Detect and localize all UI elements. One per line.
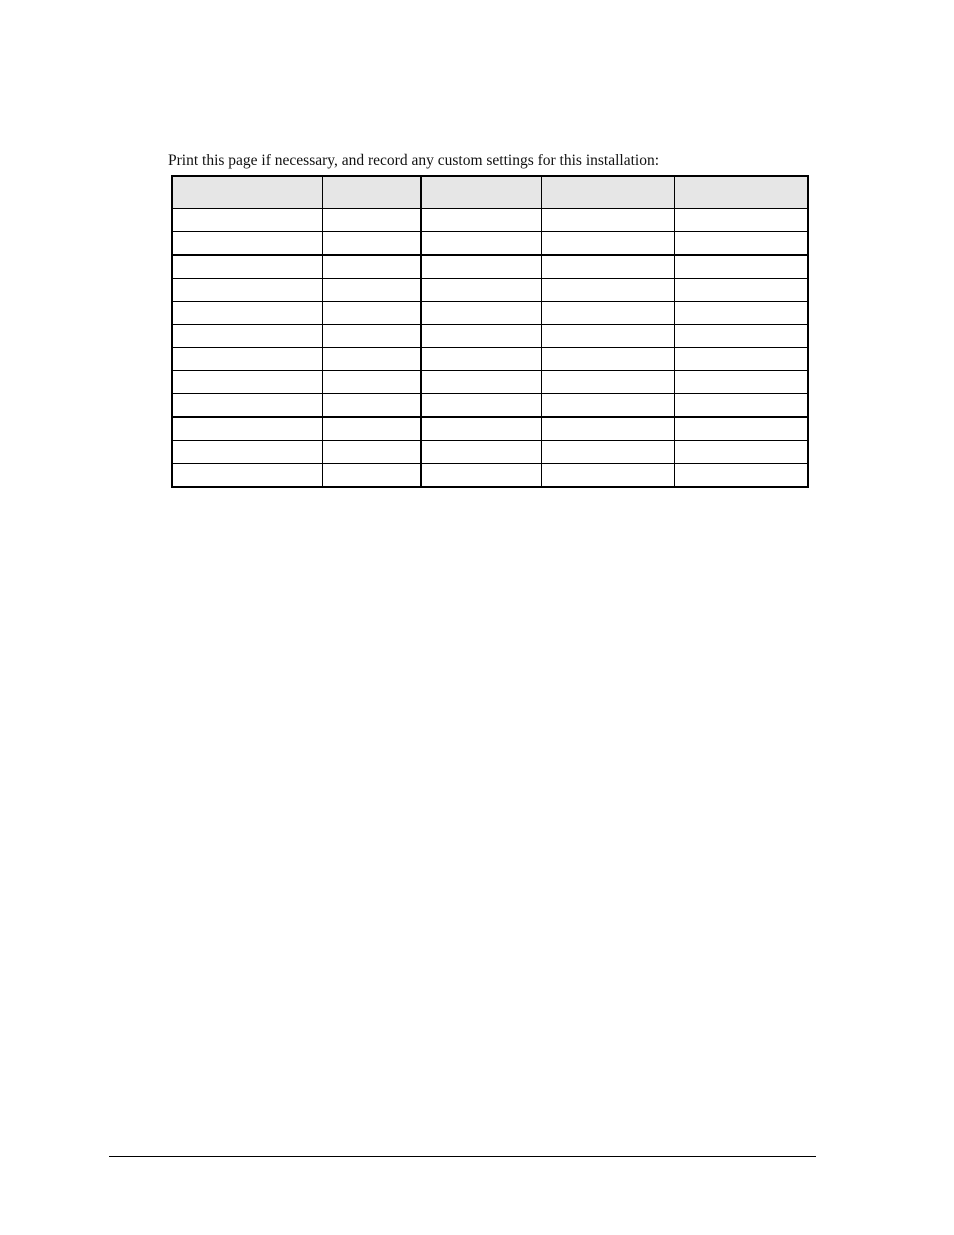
table-cell[interactable]: [322, 417, 421, 441]
table-cell[interactable]: [541, 371, 674, 394]
table-row: [172, 325, 808, 348]
table-cell[interactable]: [322, 232, 421, 256]
table-row: [172, 394, 808, 418]
table-cell[interactable]: [172, 394, 322, 418]
table-cell[interactable]: [421, 441, 541, 464]
table-cell[interactable]: [674, 255, 808, 279]
table-cell[interactable]: [541, 464, 674, 488]
table-cell[interactable]: [172, 371, 322, 394]
table-cell[interactable]: [421, 394, 541, 418]
table-cell[interactable]: [674, 232, 808, 256]
table-cell[interactable]: [172, 464, 322, 488]
table-cell[interactable]: [421, 279, 541, 302]
table-cell[interactable]: [172, 441, 322, 464]
custom-settings-table: [171, 175, 809, 488]
table-header-row: [172, 176, 808, 209]
table-cell[interactable]: [322, 464, 421, 488]
table-cell[interactable]: [541, 232, 674, 256]
table-cell[interactable]: [421, 371, 541, 394]
header-cell: [322, 176, 421, 209]
table-cell[interactable]: [674, 464, 808, 488]
table-cell[interactable]: [541, 279, 674, 302]
table-row: [172, 302, 808, 325]
header-cell: [541, 176, 674, 209]
table-cell[interactable]: [674, 441, 808, 464]
table-cell[interactable]: [541, 255, 674, 279]
table-cell[interactable]: [172, 232, 322, 256]
table-cell[interactable]: [172, 348, 322, 371]
table-row: [172, 348, 808, 371]
table-cell[interactable]: [674, 348, 808, 371]
table-cell[interactable]: [421, 464, 541, 488]
table-cell[interactable]: [541, 394, 674, 418]
table-cell[interactable]: [322, 209, 421, 232]
table-cell[interactable]: [421, 348, 541, 371]
table-cell[interactable]: [541, 325, 674, 348]
table-cell[interactable]: [172, 255, 322, 279]
table-row: [172, 209, 808, 232]
table-cell[interactable]: [674, 417, 808, 441]
table-cell[interactable]: [322, 255, 421, 279]
table-row: [172, 464, 808, 488]
table-cell[interactable]: [541, 209, 674, 232]
table-cell[interactable]: [421, 302, 541, 325]
table-cell[interactable]: [674, 325, 808, 348]
table-cell[interactable]: [541, 348, 674, 371]
table-cell[interactable]: [172, 279, 322, 302]
footer-divider: [109, 1156, 816, 1157]
table-cell[interactable]: [674, 394, 808, 418]
table-cell[interactable]: [322, 279, 421, 302]
table-cell[interactable]: [322, 394, 421, 418]
table-cell[interactable]: [322, 371, 421, 394]
intro-text: Print this page if necessary, and record any custom settings for this installation:: [168, 151, 660, 169]
table-cell[interactable]: [674, 279, 808, 302]
header-cell: [421, 176, 541, 209]
table-cell[interactable]: [421, 255, 541, 279]
table-cell[interactable]: [541, 417, 674, 441]
table-row: [172, 441, 808, 464]
table-row: [172, 232, 808, 256]
table-cell[interactable]: [674, 302, 808, 325]
table-cell[interactable]: [322, 325, 421, 348]
table-cell[interactable]: [322, 348, 421, 371]
table-cell[interactable]: [674, 371, 808, 394]
table-cell[interactable]: [322, 441, 421, 464]
table-cell[interactable]: [674, 209, 808, 232]
table-cell[interactable]: [172, 325, 322, 348]
table-row: [172, 255, 808, 279]
table-cell[interactable]: [421, 209, 541, 232]
table-cell[interactable]: [172, 417, 322, 441]
table-cell[interactable]: [541, 441, 674, 464]
table-row: [172, 371, 808, 394]
table-row: [172, 417, 808, 441]
table-cell[interactable]: [172, 209, 322, 232]
header-cell: [674, 176, 808, 209]
table-cell[interactable]: [421, 417, 541, 441]
table-cell[interactable]: [421, 325, 541, 348]
table-cell[interactable]: [541, 302, 674, 325]
table-cell[interactable]: [421, 232, 541, 256]
table-row: [172, 279, 808, 302]
table-cell[interactable]: [322, 302, 421, 325]
header-cell: [172, 176, 322, 209]
table-cell[interactable]: [172, 302, 322, 325]
